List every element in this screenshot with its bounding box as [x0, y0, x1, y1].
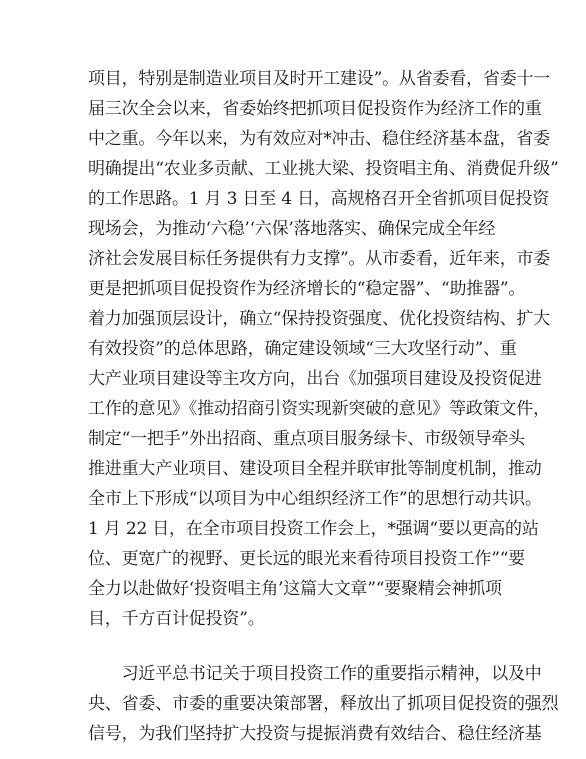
paragraph-1 — [88, 64, 559, 634]
text-line: 习近平总书记关于项目投资工作的重要指示精神，以及中 — [88, 664, 542, 684]
text-line: 届三次全会以来，省委始终把抓项目促投资作为经济工作的重 — [88, 99, 542, 119]
text-line: 着力加强顶层设计，确立“保持投资强度、优化投资结构、扩大 — [88, 309, 551, 329]
text-line: 全力以赴做好‘投资唱主角’这篇大文章”“要聚精会神抓项 — [88, 579, 502, 599]
text-line: 的工作思路。1 月 3 日至 4 日，高规格召开全省抓项目促投资 — [88, 189, 550, 209]
text-line: 济社会发展目标任务提供有力支撑”。从市委看，近年来，市委 — [88, 249, 551, 269]
text-line: 现场会，为推动‘六稳’‘六保’落地落实、确保完成全年经 — [88, 219, 496, 239]
text-line: 中之重。今年以来，为有效应对*冲击、稳住经济基本盘，省委 — [88, 129, 550, 149]
text-line: 位、更宽广的视野、更长远的眼光来看待项目投资工作”“要 — [88, 549, 525, 569]
text-line: 项目，特别是制造业项目及时开工建设”。从省委看，省委十一 — [88, 69, 551, 89]
text-line: 大产业项目建设等主攻方向，出台《加强项目建设及投资促进 — [88, 369, 542, 389]
paragraph-2 — [88, 659, 559, 749]
text-line: 有效投资”的总体思路，确定建设领域“三大攻坚行动”、重 — [88, 339, 517, 359]
text-line: 明确提出“农业多贡献、工业挑大梁、投资唱主角、消费促升级” — [88, 159, 559, 179]
paragraph-gap — [88, 634, 506, 659]
text-line: 推进重大产业项目、建设项目全程并联审批等制度机制，推动 — [88, 459, 542, 479]
text-line: 更是把抓项目促投资作为经济增长的“稳定器”、“助推器”。 — [88, 279, 526, 299]
text-line: 1 月 22 日，在全市项目投资工作会上，*强调“要以更高的站 — [88, 519, 539, 539]
text-line: 央、省委、市委的重要决策部署，释放出了抓项目促投资的强烈 — [88, 694, 559, 714]
text-line: 制定“一把手”外出招商、重点项目服务绿卡、市级领导牵头 — [88, 429, 525, 449]
document-body — [88, 64, 559, 749]
text-line: 信号，为我们坚持扩大投资与提振消费有效结合、稳住经济基 — [88, 724, 542, 744]
text-line: 工作的意见》《推动招商引资实现新突破的意见》等政策文件， — [88, 399, 550, 419]
text-line: 目，千方百计促投资”。 — [88, 609, 265, 629]
text-line: 全市上下形成“以项目为中心组织经济工作”的思想行动共识。 — [88, 489, 542, 509]
